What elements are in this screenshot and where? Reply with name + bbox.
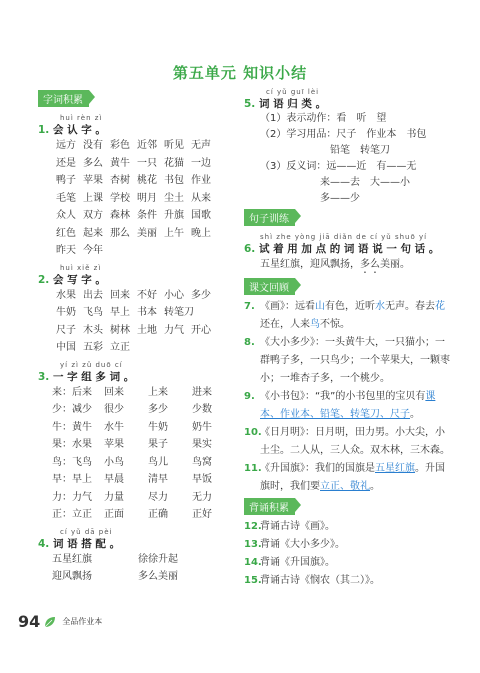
word-cell: 黄牛 <box>110 157 130 169</box>
word-cell: 早饭 <box>192 474 212 485</box>
word-cell: 那么 <box>110 227 130 239</box>
question-text: 一 字 组 多 词 。 <box>52 370 135 383</box>
question-1 <box>38 114 238 137</box>
word-cell: 果子 <box>148 439 168 450</box>
word-cell: 徐徐升起 <box>138 553 178 565</box>
question-text: 会 认 字 。 <box>52 124 106 136</box>
word-cell: 上来 <box>148 386 168 398</box>
item-text: 。 <box>370 481 380 492</box>
page-footer <box>18 612 102 631</box>
section-tag-vocab: 字词积累 <box>38 90 89 107</box>
word-cell: 苹果 <box>83 175 103 186</box>
question-text: 试 着 用 加 点 的 词 语 说 一 句 话 。 <box>258 243 440 255</box>
item-text: 《小书包》：“我”的小书包里的宝贝有 <box>260 391 426 402</box>
item-number: 10. <box>244 427 262 438</box>
question-number: 6. <box>244 243 256 255</box>
word-cell: 早：早上 <box>52 474 92 485</box>
item-text: 。 <box>410 409 420 420</box>
word-cell: 回来 <box>110 289 130 301</box>
word-cell: 明月 <box>137 192 157 204</box>
recite-item <box>244 518 454 536</box>
recite-item <box>244 554 454 572</box>
classification-line: （1）表示动作：看 听 望 <box>260 113 387 124</box>
word-cell: 鸟窝 <box>192 456 212 468</box>
word-cell: 一边 <box>191 157 211 169</box>
pinyin: huì rèn zì <box>60 114 103 122</box>
word-cell: 双方 <box>83 210 103 221</box>
item-text: 《画》：远看 <box>260 301 315 312</box>
classification-line: 来——去 大——小 <box>260 177 410 188</box>
pinyin: huì xiě zì <box>60 263 102 272</box>
page-number: 94 <box>18 612 41 631</box>
word-grid-write <box>38 287 238 357</box>
word-cell: 小心 <box>164 289 184 301</box>
pinyin: yí zì zǔ duō cí <box>60 360 123 369</box>
sentence-part: 美丽。 <box>380 259 410 270</box>
review-item-10 <box>244 424 454 460</box>
word-cell: 正面 <box>104 509 124 520</box>
classification-line: （3）反义词：远——近 有——无 <box>260 161 417 172</box>
word-cell: 来：后来 <box>52 386 92 398</box>
word-cell: 毛笔 <box>56 192 76 204</box>
answer: 立正、敬礼 <box>320 481 370 492</box>
word-cell: 书包 <box>164 175 184 186</box>
question-text: 会 写 字 。 <box>52 273 106 286</box>
item-text: 背诵古诗《悯农（其二）》。 <box>260 575 380 586</box>
classification-line: （2）学习用品：尺子 作业本 书包 <box>260 129 427 140</box>
answer: 山 <box>315 301 325 312</box>
question-text: 词 语 归 类 。 <box>258 98 327 110</box>
item-text: 《日月明》：日月明，田力男。小大尖，小土尘。二人从，三人众。双木林，三木森。 <box>260 427 450 456</box>
question-2 <box>38 264 238 287</box>
word-cell: 水牛 <box>104 421 124 433</box>
word-cell: 正好 <box>192 509 212 520</box>
pinyin: cí yǔ dā pèi <box>60 527 113 536</box>
word-cell: 牛奶 <box>56 307 76 318</box>
leaf-logo-icon <box>44 616 56 628</box>
word-cell: 开心 <box>191 324 211 336</box>
sentence-answer <box>244 256 454 276</box>
word-cell: 杏树 <box>110 175 130 186</box>
question-number: 2. <box>38 273 50 286</box>
word-cell: 转笔刀 <box>164 307 194 318</box>
word-cell: 不好 <box>137 289 157 301</box>
answer: 水 <box>375 301 385 312</box>
word-cell: 近邻 <box>137 140 157 151</box>
word-cell: 正确 <box>148 509 168 520</box>
item-number: 11. <box>244 463 262 474</box>
item-text: 无声。春去 <box>385 301 435 312</box>
classification-list <box>244 111 454 207</box>
word-cell: 尽力 <box>148 491 168 503</box>
question-5 <box>244 88 454 111</box>
answer: 五星红旗 <box>375 463 415 474</box>
word-cell: 多么美丽 <box>138 571 178 582</box>
item-number: 14. <box>244 557 262 568</box>
word-cell: 尺子 <box>56 324 76 336</box>
word-cell: 五星红旗 <box>52 553 92 565</box>
word-cell: 立正 <box>110 342 130 353</box>
word-cell: 正：立正 <box>52 509 92 520</box>
brand-name: 全品作业本 <box>62 617 103 626</box>
item-number: 9. <box>244 391 255 402</box>
word-cell: 鸭子 <box>56 175 76 186</box>
word-cell: 出去 <box>83 289 103 301</box>
pinyin: cí yǔ guī lèi <box>266 88 320 96</box>
word-cell: 奶牛 <box>192 421 212 433</box>
item-text: 《大小多少》：一头黄牛大，一只猫小；一群鸭子多，一只鸟少；一个苹果大，一颗枣小；一堆杏子多，一个桃少。 <box>260 337 450 384</box>
word-cell: 早上 <box>110 307 130 318</box>
word-cell: 果：水果 <box>52 439 92 450</box>
word-cell: 鸟儿 <box>148 456 168 468</box>
word-cell: 远方 <box>56 140 76 151</box>
page-title: 第五单元 知识小结 <box>172 64 308 82</box>
word-cell: 少数 <box>192 404 212 415</box>
word-cell: 花猫 <box>164 157 184 169</box>
word-cell: 上午 <box>164 227 184 239</box>
question-4 <box>38 528 238 551</box>
word-cell: 多少 <box>148 404 168 415</box>
word-cell: 无声 <box>191 140 211 151</box>
item-number: 12. <box>244 521 262 532</box>
item-text: 。升国旗时，我们要 <box>260 463 445 492</box>
word-cell: 中国 <box>56 342 76 353</box>
pinyin: shì zhe yòng jiā diǎn de cí yǔ shuō yí <box>260 233 428 241</box>
item-text: 背诵古诗《画》。 <box>260 521 335 532</box>
word-cell: 彩色 <box>110 140 130 151</box>
right-column <box>244 88 454 590</box>
word-cell: 木头 <box>83 324 103 336</box>
word-cell: 苹果 <box>104 439 124 450</box>
word-cell: 美丽 <box>137 227 157 239</box>
word-cell: 牛：黄牛 <box>52 421 92 433</box>
word-cell: 一只 <box>137 157 157 169</box>
classification-line: 多——少 <box>260 193 360 204</box>
word-cell <box>191 304 218 322</box>
review-item-7 <box>244 298 454 334</box>
word-cell: 树林 <box>110 324 130 336</box>
word-cell: 作业 <box>191 175 211 186</box>
left-column <box>38 88 238 586</box>
word-cell: 无力 <box>192 491 212 503</box>
answer: 花 <box>435 301 445 312</box>
section-tag-sentence: 句子训练 <box>244 209 295 226</box>
word-cell: 小鸟 <box>104 456 124 468</box>
word-cell: 迎风飘扬 <box>52 571 92 582</box>
word-cell: 没有 <box>83 140 103 151</box>
item-text: 还在，人来 <box>260 319 310 330</box>
item-number: 13. <box>244 539 262 550</box>
review-item-11 <box>244 460 454 496</box>
answer: 鸟 <box>310 319 320 330</box>
question-3 <box>38 361 238 384</box>
word-cell: 昨天 <box>56 245 76 256</box>
word-cell: 力：力气 <box>52 491 92 503</box>
word-cell: 桃花 <box>137 175 157 186</box>
word-cell: 晚上 <box>191 227 211 239</box>
word-cell: 升旗 <box>164 210 184 221</box>
section-tag-review: 课文回顾 <box>244 278 295 295</box>
sentence-part: 五星红旗，迎风飘扬， <box>260 259 360 270</box>
word-cell: 书本 <box>137 307 157 318</box>
word-cell: 进来 <box>192 386 212 398</box>
recite-list <box>244 518 454 590</box>
word-pair-grid <box>38 551 238 586</box>
word-cell: 听见 <box>164 140 184 151</box>
question-number: 3. <box>38 370 50 383</box>
question-number: 4. <box>38 537 50 550</box>
word-grid-recognize <box>38 137 238 260</box>
word-cell: 果实 <box>192 439 212 450</box>
word-cell: 少：减少 <box>52 404 92 415</box>
review-item-8 <box>244 334 454 388</box>
word-cell: 鸟：飞鸟 <box>52 456 92 468</box>
word-cell: 回来 <box>104 386 124 398</box>
recite-item <box>244 536 454 554</box>
question-number: 1. <box>38 124 50 136</box>
item-text: 《升国旗》：我们的国旗是 <box>260 463 375 474</box>
question-6 <box>244 233 454 256</box>
word-cell: 飞鸟 <box>83 307 103 318</box>
word-cell: 学校 <box>110 192 130 204</box>
word-cell: 众人 <box>56 210 76 221</box>
item-text: 不惊。 <box>320 319 350 330</box>
word-cell: 牛奶 <box>148 421 168 433</box>
section-tag-recite: 背诵积累 <box>244 498 295 515</box>
word-group-grid <box>38 384 238 524</box>
item-text: 有色，近听 <box>325 301 375 312</box>
word-cell: 森林 <box>110 210 130 221</box>
word-cell: 还是 <box>56 157 76 169</box>
item-number: 7. <box>244 301 255 312</box>
item-number: 15. <box>244 575 262 586</box>
word-cell: 多么 <box>83 157 103 169</box>
word-cell: 从来 <box>191 192 211 204</box>
answer: 课本、作业本、铅笔、转笔刀、尺子 <box>260 391 436 420</box>
recite-item <box>244 572 454 590</box>
word-cell: 红色 <box>56 227 76 239</box>
item-number: 8. <box>244 337 255 348</box>
word-cell: 土地 <box>137 324 157 336</box>
word-cell: 今年 <box>83 245 103 256</box>
review-item-9 <box>244 388 454 424</box>
word-cell: 起来 <box>83 227 103 239</box>
word-cell: 很少 <box>104 404 124 415</box>
word-cell: 力气 <box>164 324 184 336</box>
word-cell: 上课 <box>83 192 103 204</box>
word-cell: 多少 <box>191 289 211 301</box>
question-number: 5. <box>244 98 256 110</box>
dotted-word: 多么 <box>360 259 380 270</box>
question-text: 词 语 搭 配 。 <box>52 537 121 550</box>
word-cell: 水果 <box>56 289 76 301</box>
word-cell: 国歌 <box>191 210 211 221</box>
word-cell: 清早 <box>148 474 168 485</box>
classification-line: 铅笔 转笔刀 <box>260 145 390 156</box>
word-cell: 力量 <box>104 491 124 503</box>
item-text: 背诵《大小多少》。 <box>260 539 345 550</box>
word-cell: 早晨 <box>104 474 124 485</box>
item-text: 背诵《升国旗》。 <box>260 557 335 568</box>
word-cell: 条件 <box>137 210 157 221</box>
word-cell: 尘土 <box>164 192 184 204</box>
word-cell: 五彩 <box>83 342 103 353</box>
